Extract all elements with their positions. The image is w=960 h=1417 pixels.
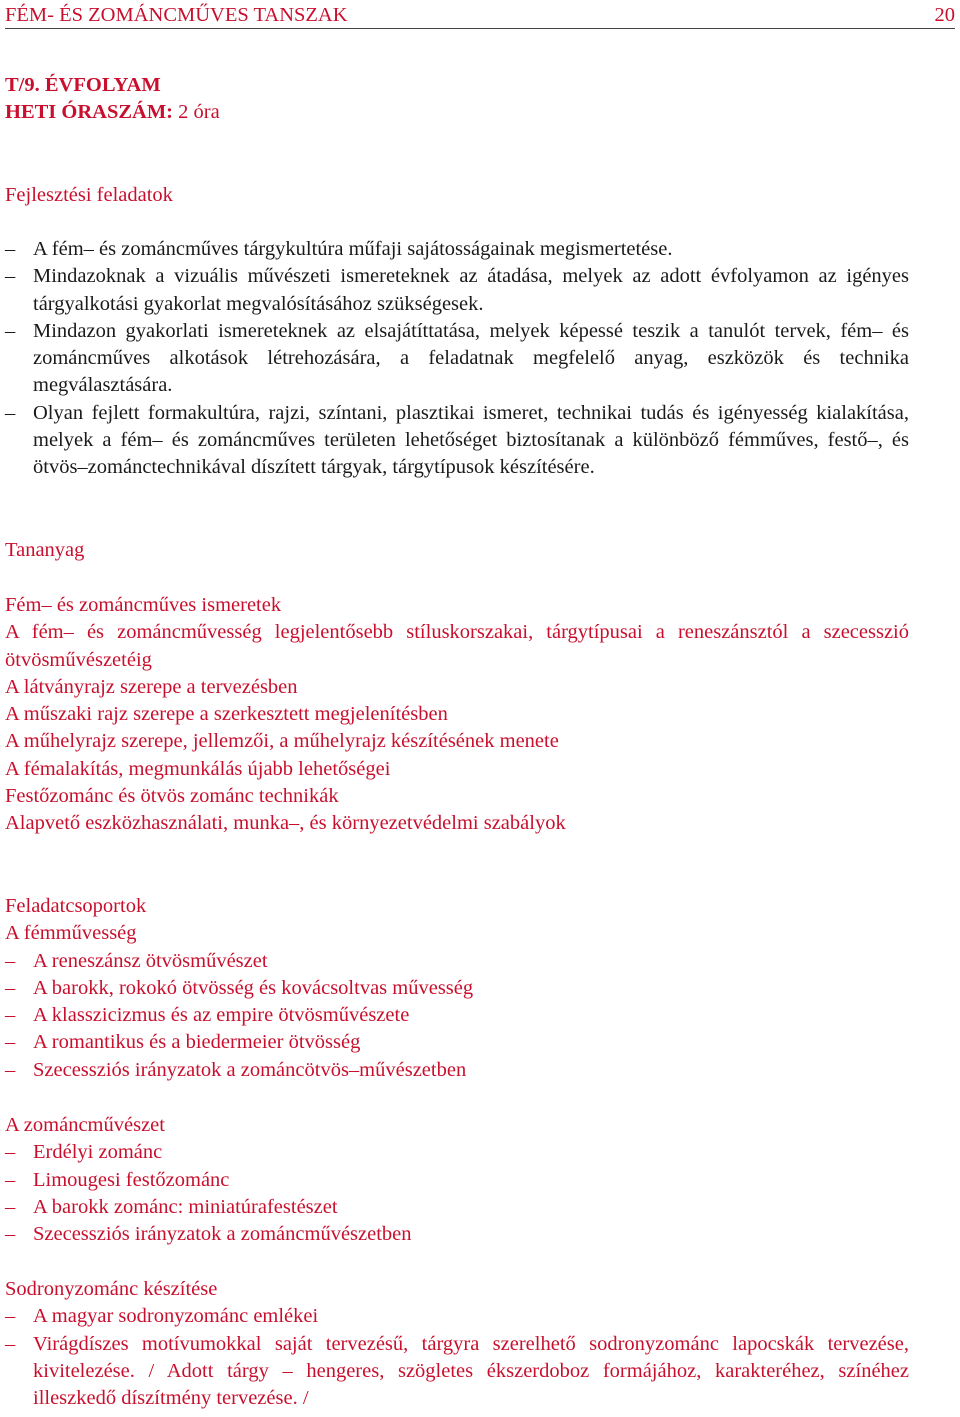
task-group-title: Sodronyzománc készítése <box>5 1278 218 1300</box>
curriculum-item: A fém– és zománcművesség legjelentősebb stíluskorszakai, tárgytípusai a reneszánsztól a szecesszió ötvösművészetéig <box>5 621 909 671</box>
tasks-section <box>5 893 909 1084</box>
curriculum-item: Alapvető eszközhasználati, munka–, és környezetvédelmi szabályok <box>5 812 566 835</box>
task-item: – A magyar sodronyzománc emlékei <box>5 1303 909 1330</box>
task-group-title: A zománcművészet <box>5 1114 165 1136</box>
tasks-heading: Feladatcsoportok <box>5 895 147 917</box>
weekly-hours <box>5 99 909 126</box>
task-item: – Limougesi festőzománc <box>5 1167 909 1194</box>
development-heading: Fejlesztési feladatok <box>5 184 173 206</box>
curriculum-item: A látványrajz szerepe a tervezésben <box>5 675 298 698</box>
curriculum-item: A műhelyrajz szerepe, jellemzői, a műhelyrajz készítésének menete <box>5 730 559 753</box>
task-item: – A reneszánsz ötvösművészet <box>5 948 909 975</box>
task-group-title: A fémművesség <box>5 922 137 945</box>
development-list <box>5 236 909 482</box>
development-item: – Mindazoknak a vizuális művészeti ismereteknek az átadása, melyek az adott évfolyamon az igényes tárgyalkotási gyakorlat megvalósításához szükségesek. <box>5 263 909 318</box>
curriculum-list <box>5 592 909 838</box>
page-header <box>5 0 955 29</box>
task-item: – A barokk zománc: miniatúrafestészet <box>5 1194 909 1221</box>
development-item: – Mindazon gyakorlati ismereteknek az elsajátíttatása, melyek képessé teszik a tanulót tervek, fém– és zománcműves alkotások létrehozására, a feladatnak megfelelő anyag, eszközök és technika megválasztására. <box>5 318 909 400</box>
grade-block <box>5 72 909 127</box>
grade-title: T/9. ÉVFOLYAM <box>5 74 161 96</box>
task-group-wire-enamel <box>5 1276 909 1412</box>
weekly-hours-label: HETI ÓRASZÁM: <box>5 101 174 124</box>
curriculum-section <box>5 537 909 564</box>
curriculum-heading: Tananyag <box>5 539 85 561</box>
development-item: – Olyan fejlett formakultúra, rajzi, színtani, plasztikai ismeret, technikai tudás és igényesség kialakítása, melyek a fém– és zománcműves területen lehetőséget biztosítanak a különböző fémműves, festő–, és ötvös–zománctechnikával díszített tárgyak, tárgytípusok készítésére. <box>5 400 909 482</box>
curriculum-item: A fémalakítás, megmunkálás újabb lehetőségei <box>5 757 391 780</box>
header-title: FÉM- ÉS ZOMÁNCMŰVES TANSZAK <box>5 4 348 26</box>
curriculum-item: A műszaki rajz szerepe a szerkesztett megjelenítésben <box>5 703 448 726</box>
development-section <box>5 182 909 209</box>
task-item: – Szecessziós irányzatok a zománcművészetben <box>5 1221 909 1248</box>
task-item: – Virágdíszes motívumokkal saját tervezésű, tárgyra szerelhető sodronyzománc lapocskák tervezése, kivitelezése. / Adott tárgy – hengeres, szögletes ékszerdoboz formájához, karakteréhez, színéhez illeszkedő díszítmény tervezése. / <box>5 1331 909 1413</box>
curriculum-subheading: Fém– és zománcműves ismeretek <box>5 594 282 616</box>
task-group-enamel <box>5 1112 909 1248</box>
weekly-hours-value: 2 óra <box>178 101 220 124</box>
task-item: – A barokk, rokokó ötvösség és kovácsoltvas művesség <box>5 975 909 1002</box>
task-item: – A romantikus és a biedermeier ötvösség <box>5 1029 909 1056</box>
development-item: – A fém– és zománcműves tárgykultúra műfaji sajátosságainak megismertetése. <box>5 236 909 263</box>
curriculum-item: Festőzománc és ötvös zománc technikák <box>5 785 339 808</box>
task-item: – Erdélyi zománc <box>5 1139 909 1166</box>
task-item: – A klasszicizmus és az empire ötvösművészete <box>5 1002 909 1029</box>
page-number: 20 <box>934 4 955 26</box>
task-item: – Szecessziós irányzatok a zománcötvös–művészetben <box>5 1057 909 1084</box>
